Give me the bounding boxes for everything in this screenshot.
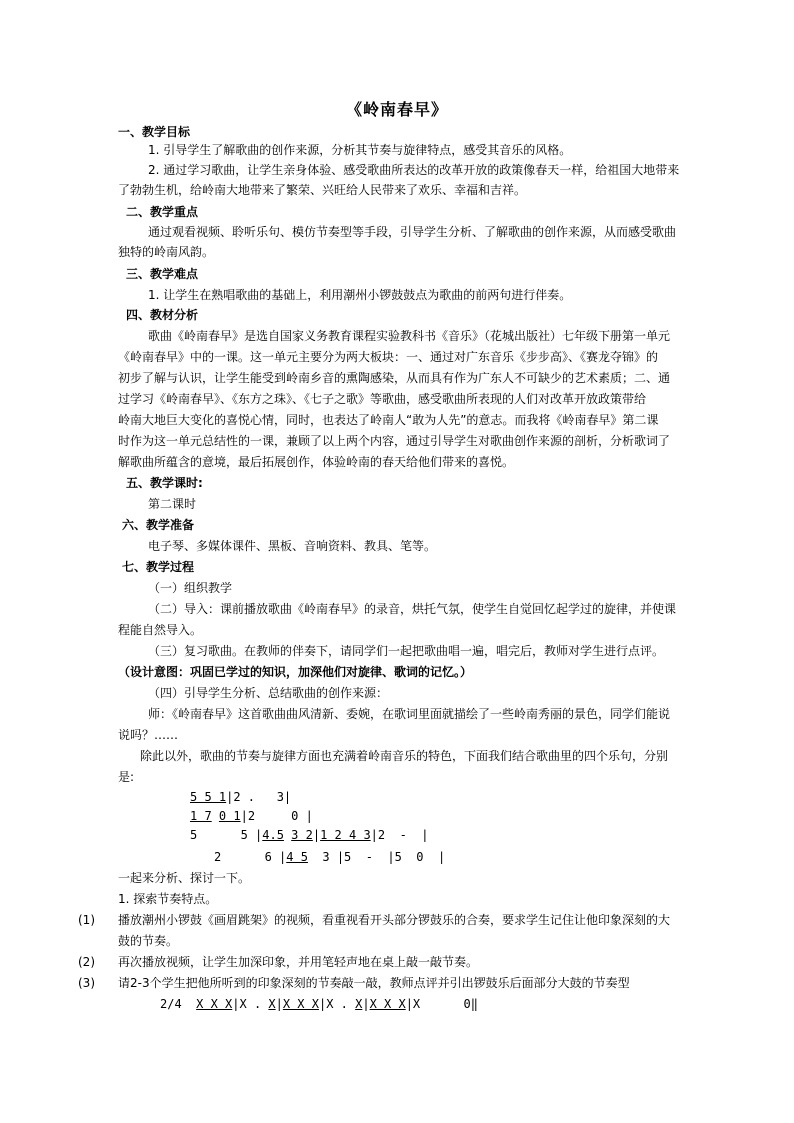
item-2-number: (2) (78, 955, 95, 969)
analysis-line-4: 过学习《岭南春早》、《东方之珠》、《七子之歌》等歌曲，感受歌曲所表现的人们对改革开放政策带给 (118, 392, 647, 406)
heading-difficulties: 三、教学难点 (126, 267, 199, 281)
rhythm-pattern: 2/4 X X X|X . X|X X X|X . X|X X X|X 0‖ (160, 997, 478, 1011)
process-step-2-line-2: 程能自然导入。 (118, 623, 203, 637)
heading-lesson-hours: 五、教学课时: (126, 476, 203, 490)
heading-teaching-process: 七、教学过程 (122, 560, 195, 574)
process-step-3: （三）复习歌曲。在教师的伴奏下，请同学们一起把歌曲唱一遍，唱完后，教师对学生进行点评。 (148, 644, 665, 658)
item-3-number: (3) (78, 976, 95, 990)
lesson-hours-value: 第二课时 (148, 497, 197, 511)
phrase-intro-line-1: 除此以外，歌曲的节奏与旋律方面也充满着岭南音乐的特色，下面我们结合歌曲里的四个乐句，分别 (140, 749, 669, 763)
heading-teaching-goals: 一、教学目标 (118, 125, 191, 139)
difficulty-1: 1. 让学生在熟唱歌曲的基础上，利用潮州小锣鼓鼓点为歌曲的前两句进行伴奏。 (148, 288, 572, 302)
key-points-line-2: 独特的岭南风韵。 (118, 245, 215, 259)
goal-2-line-1: 2. 通过学习歌曲，让学生亲身体验、感受歌曲所表达的改革开放的政策像春天一样，给祖国大地带来 (148, 163, 680, 177)
item-1-line-2: 鼓的节奏。 (118, 934, 179, 948)
goal-1: 1. 引导学生了解歌曲的创作来源，分析其节奏与旋律特点，感受其音乐的风格。 (148, 143, 572, 157)
analysis-line-1: 歌曲《岭南春早》是选自国家义务教育课程实验教科书《音乐》（花城出版社）七年级下册第一单元 (148, 329, 671, 343)
notation-phrase-3: 5 5 |4.5 3 2|1 2 4 3|2 - | (190, 828, 429, 842)
notation-phrase-4: 2 6 |4 5 3 |5 - |5 0 | (214, 850, 446, 864)
key-points-line-1: 通过观看视频、聆听乐句、模仿节奏型等手段，引导学生分析、了解歌曲的创作来源，从而感受歌曲 (148, 225, 677, 239)
preparation-list: 电子琴、多媒体课件、黑板、音响资料、教具、笔等。 (148, 539, 437, 553)
item-2-text: 再次播放视频，让学生加深印象，并用笔轻声地在桌上敲一敲节奏。 (118, 955, 479, 969)
document-title: 《岭南春早》 (345, 100, 448, 119)
process-step-1: （一）组织教学 (148, 581, 233, 595)
analysis-line-6: 时作为这一单元总结性的一课，兼顾了以上两个内容，通过引导学生对歌曲创作来源的剖析，分析歌词了 (118, 434, 671, 448)
explore-rhythm-heading: 1. 探索节奏特点。 (118, 892, 218, 906)
heading-material-analysis: 四、教材分析 (126, 308, 199, 322)
phrase-intro-line-2: 是: (118, 770, 135, 784)
heading-key-points: 二、教学重点 (126, 205, 199, 219)
process-step-2-line-1: （二）导入：课前播放歌曲《岭南春早》的录音，烘托气氛，使学生自觉回忆起学过的旋律，并使课 (148, 602, 677, 616)
goal-2-line-2: 了勃勃生机，给岭南大地带来了繁荣、兴旺给人民带来了欢乐、幸福和吉祥。 (118, 183, 527, 197)
teacher-speech-line-1: 师：《岭南春早》这首歌曲曲风清新、委婉，在歌词里面就描绘了一些岭南秀丽的景色，同学们能说 (148, 707, 671, 721)
analysis-prompt: 一起来分析、探讨一下。 (118, 871, 251, 885)
analysis-line-5: 岭南大地巨大变化的喜悦心情，同时，也表达了岭南人“敢为人先”的意志。而我将《岭南春早》第二课 (118, 413, 659, 427)
item-1-line-1: 播放潮州小锣鼓《画眉跳架》的视频，看重视看开头部分锣鼓乐的合奏，要求学生记住让他印象深刻的大 (118, 913, 671, 927)
analysis-line-3: 初步了解与认识，让学生能受到岭南乡音的熏陶感染，从而具有作为广东人不可缺少的艺术素质；二、通 (118, 371, 671, 385)
process-step-4: （四）引导学生分析、总结歌曲的创作来源： (148, 686, 389, 700)
analysis-line-7: 解歌曲所蕴含的意境，最后拓展创作，体验岭南的春天给他们带来的喜悦。 (118, 455, 515, 469)
notation-phrase-1: 5 5 1|2 . 3| (190, 790, 292, 804)
notation-phrase-2: 1 7 0 1|2 0 | (190, 809, 313, 823)
teacher-speech-line-2: 说吗？…… (118, 728, 179, 742)
analysis-line-2: 《岭南春早》中的一课。这一单元主要分为两大板块：一、通过对广东音乐《步步高》、《赛龙夺锦》的 (118, 350, 659, 364)
item-1-number: (1) (78, 913, 95, 927)
design-intent: （设计意图：巩固已学过的知识，加深他们对旋律、歌词的记忆。） (118, 665, 473, 679)
heading-preparation: 六、教学准备 (122, 518, 195, 532)
item-3-text: 请2-3个学生把他所听到的印象深刻的节奏敲一敲，教师点评并引出锣鼓乐后面部分大鼓的节奏型 (118, 976, 630, 990)
